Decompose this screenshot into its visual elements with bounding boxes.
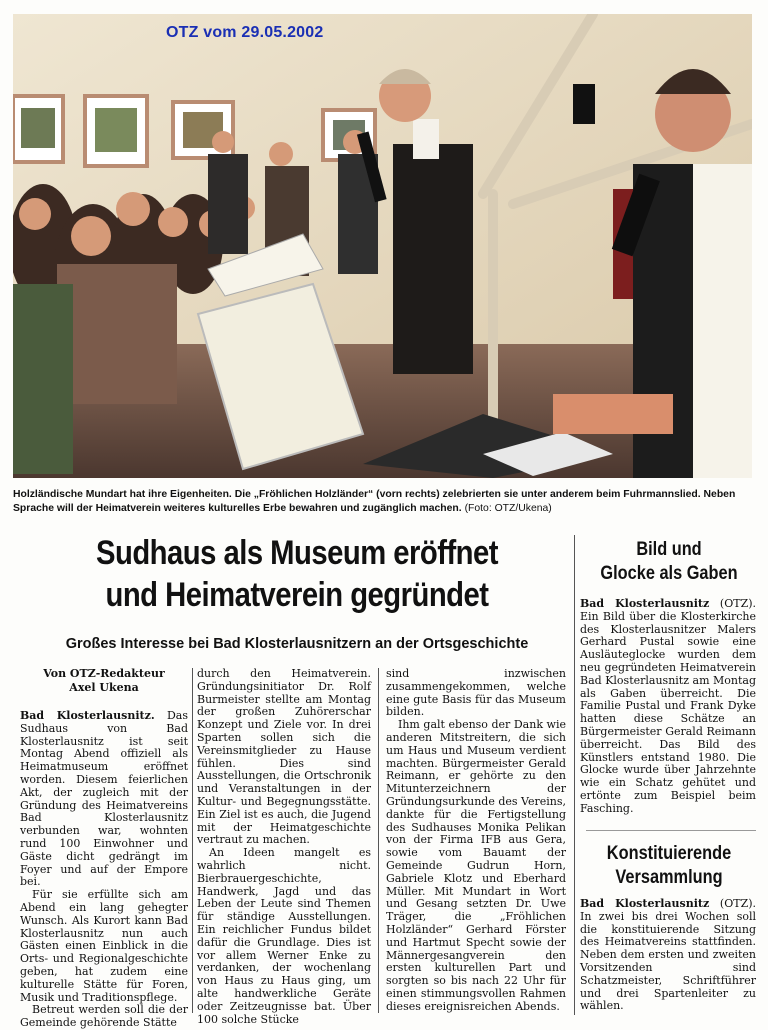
article-column-3 xyxy=(386,668,566,1014)
column-rule xyxy=(378,668,379,1013)
sidebar-heading-2: Konstituierende Versammlung xyxy=(606,843,732,888)
paragraph: Betreut werden soll die der Gemeinde gehörende Stätte xyxy=(20,1003,188,1030)
article-column-2 xyxy=(197,668,371,1026)
photo-caption xyxy=(13,488,761,515)
sidebar-divider xyxy=(586,830,756,831)
photo-credit: (Foto: OTZ/Ukena) xyxy=(464,502,552,514)
paragraph: Ihm galt ebenso der Dank wie anderen Mitstreitern, die sich um Haus und Museum verdient machten. Bürgermeister Gerald Reimann, er gehörte zu den Mitunterzeichnern der Gründungsurkunde des Vereins, dankte für die Fertigstellung des Sudhauses Monika Pelikan von der Firma IFB aus Gera, sowie vom Bauamt der Gemeinde Gudrun Horn, Gabriele Klotz und Eberhard Müller. Mit Mundart in Wort und Gesang setzten Dr. Uwe Träger, die „Fröhlichen Holzländer“ Gerhard Förster und Hartmut Specht sowie der Männergesangverein den ersten kulturellen Part und sorgten so bis nach 22 Uhr für einen stimmungsvollen Rahmen dieses ereignisreichen Abends. xyxy=(386,718,566,1013)
sidebar-text-2 xyxy=(580,898,756,1013)
byline-line-1: Von OTZ-Redakteur xyxy=(43,667,165,680)
sidebar-text-1 xyxy=(580,598,756,816)
article-headline xyxy=(54,532,541,616)
paragraph: durch den Heimatverein. Gründungsinitiator Dr. Rolf Burmeister stellte am Montag der großen Zuhörerschar Konzept und Ziele vor. In drei Sparten sollen sich die Vereinsmitglieder zu Hause fühlen. Dies sind Ausstellungen, die Ortschronik und Veranstaltungen in der Kultur- und Begegnungsstätte. Ein Ziel ist es auch, die Jugend mit der Heimatgeschichte vertraut zu machen. xyxy=(197,667,371,847)
byline xyxy=(20,667,188,695)
sidebar-rule xyxy=(574,535,575,1015)
sidebar-heading-1: Bild und Glocke als Gaben xyxy=(600,539,738,584)
byline-line-2: Axel Ukena xyxy=(69,681,139,694)
paragraph: Bad Klosterlausnitz (OTZ). Ein Bild über die Klosterkirche des Klosterlausnitzer Malers Gerhard Pustal sowie eine Ausläuteglocke wurden dem neu gegründeten Heimatverein Bad Klosterlausnitz am Montag als Gaben überreicht. Die Familie Pustal und Frank Dyke hatten diese Schätze an Bürgermeister Gerald Reimann überreicht. Das Bild des Künstlers entstand 1980. Die Glocke wurde über Jahrzehnte wie ein Schatz gehütet und ertönte zum Beispiel beim Fasching. xyxy=(580,597,757,815)
paragraph: An Ideen mangelt es wahrlich nicht. Bierbrauergeschichte, Handwerk, Jagd und das Leben der Leute sind Themen für ständige Ausstellungen. Ein reichlicher Fundus bildet dafür die Grundlage. Dies ist vor allem Werner Enke zu verdanken, der wochenlang von Haus zu Haus ging, um alte handwerkliche Geräte oder Zeitzeugnisse bat. Über 100 solche Stücke xyxy=(197,846,371,1026)
paragraph: Bad Klosterlausnitz (OTZ). In zwei bis drei Wochen soll die konstituierende Sitzung des Heimatvereins stattfinden. Neben dem ersten und zweiten Vorsitzenden sind Schatzmeister, Schriftführer und drei Spartenleiter zu wählen. xyxy=(580,897,757,1013)
article-column-1 xyxy=(20,710,188,1030)
article-subhead: Großes Interesse bei Bad Klosterlausnitzern an der Ortsgeschichte xyxy=(65,636,529,652)
dateline: OTZ vom 29.05.2002 xyxy=(166,24,324,41)
paragraph: Für sie erfüllte sich am Abend ein lang gehegter Wunsch. Als Kurort kann Bad Klosterlausnitz nun auch Gästen einen Einblick in die Orts- und Regionalgeschichte geben, hat zudem eine kulturelle Stätte für Foren, Musik und Traditionspflege. xyxy=(20,888,188,1004)
headline-line-2: und Heimatverein gegründet xyxy=(105,576,489,614)
news-photo xyxy=(13,14,752,478)
column-rule xyxy=(192,668,193,1013)
dateline-place: Bad Klosterlausnitz. xyxy=(20,709,155,722)
paragraph: sind inzwischen zusammengekommen, welche eine gute Basis für das Museum bilden. xyxy=(386,667,566,719)
caption-text: Holzländische Mundart hat ihre Eigenheiten. Die „Fröhlichen Holzländer“ (vorn rechts) zelebrierten sie unter anderem beim Fuhrmannslied. Neben Sprache will der Heimatverein weiteres kulturelles Erbe bewahren und zugänglich machen. xyxy=(13,489,736,514)
paragraph: Bad Klosterlausnitz. Das Sudhaus von Bad Klosterlausnitz ist seit Montag Abend offiziell als Heimatmuseum eröffnet worden. Diesem feierlichen Akt, der zugleich mit der Gründung des Heimatvereins Bad Klosterlausnitz verbunden war, wohnten rund 100 Einwohner und Gäste dicht gedrängt im Foyer und auf der Empore bei. xyxy=(20,709,188,889)
photo-illustration xyxy=(13,14,752,478)
headline-line-1: Sudhaus als Museum eröffnet xyxy=(96,534,498,572)
